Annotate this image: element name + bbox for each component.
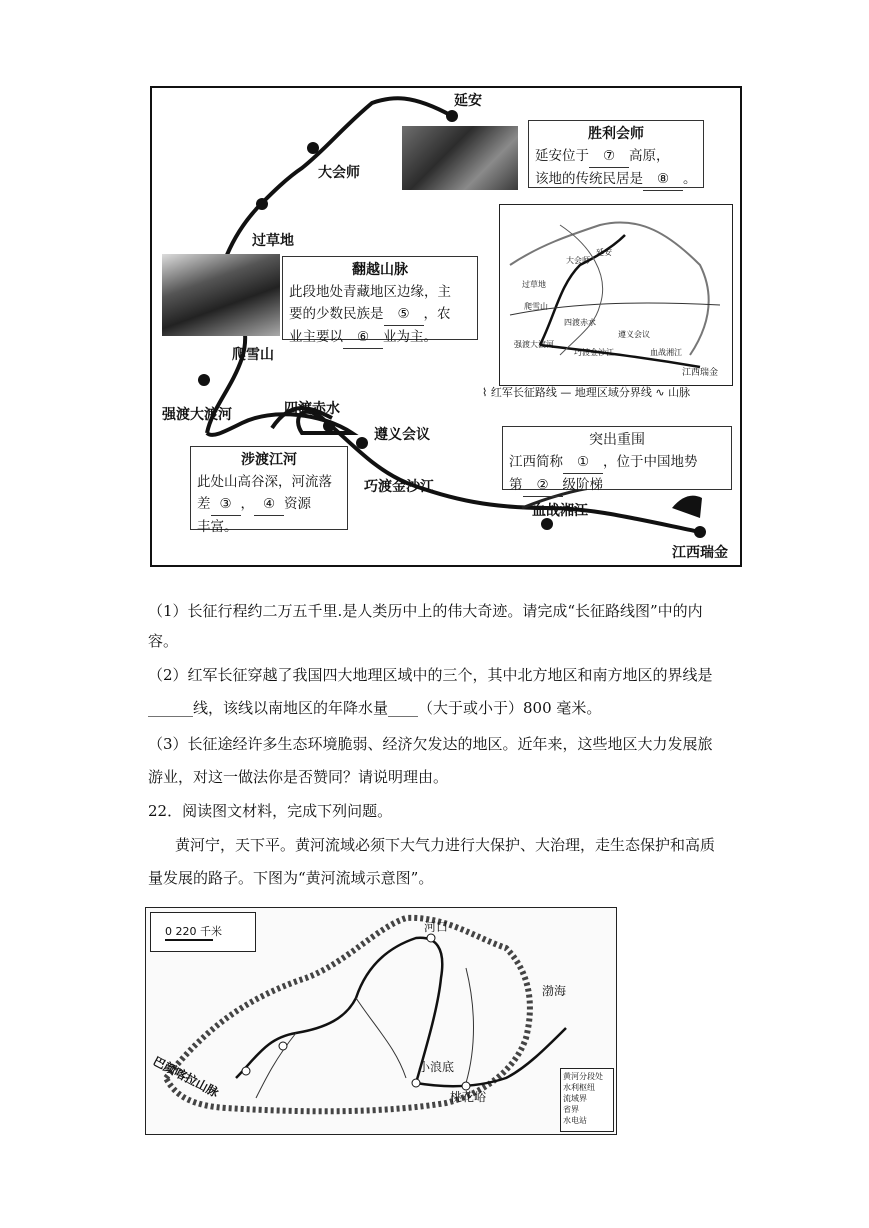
inset-svg bbox=[500, 205, 732, 385]
yellow-river-map bbox=[145, 907, 617, 1135]
stop-dahuishi: 大会师 bbox=[318, 165, 360, 181]
stop-xiangjiang: 血战湘江 bbox=[532, 503, 588, 519]
stop-paxueshan: 爬雪山 bbox=[232, 347, 274, 363]
scale-bar: 0 220 千米 bbox=[150, 912, 256, 952]
march-legend: ⌇ 红军长征路线 — 地理区域分界线 ∿ 山脉 bbox=[482, 386, 691, 399]
q3-line1: （3）长征途经许多生态环境脆弱、经济欠发达的地区。近年来，这些地区大力发展旅 bbox=[148, 735, 713, 753]
route-inset-map: 延安 大会师 过草地 爬雪山 强渡大渡河 四渡赤水 遵义会议 巧渡金沙江 血战湘江 江西瑞金 bbox=[499, 204, 733, 386]
q1-line1: （1）长征行程约二万五千里.是人类历中上的伟大奇迹。请完成“长征路线图”中的内 bbox=[148, 602, 703, 620]
stop-jinsha: 巧渡金沙江 bbox=[364, 479, 434, 495]
q22-para-line2: 量发展的路子。下图为“黄河流域示意图”。 bbox=[148, 869, 434, 887]
stop-chishui: 四渡赤水 bbox=[284, 401, 340, 417]
stop-ruijin: 江西瑞金 bbox=[672, 545, 728, 561]
q22-para-line1: 黄河宁，天下平。黄河流域必须下大气力进行大保护、大治理，走生态保护和高质 bbox=[175, 836, 716, 854]
q3-line2: 游业，对这一做法你是否赞同？请说明理由。 bbox=[148, 768, 449, 786]
long-march-map bbox=[150, 86, 742, 567]
label-bohai: 渤海 bbox=[542, 984, 567, 998]
stop-zunyi: 遵义会议 bbox=[374, 427, 430, 443]
box-breakout: 突出重围 江西简称 ① ，位于中国地势 第 ② 级阶梯 bbox=[502, 426, 732, 490]
stop-dadu: 强渡大渡河 bbox=[162, 407, 232, 423]
stop-guocaodi: 过草地 bbox=[252, 233, 294, 249]
box-river: 涉渡江河 此处山高谷深，河流落 差 ③ ， ④ 资源 丰富。 bbox=[190, 446, 348, 530]
box-victory: 胜利会师 延安位于 ⑦ 高原， 该地的传统民居是 ⑧ 。 bbox=[528, 120, 704, 188]
yellow-river-legend: 黄河分段处 水利枢纽 流域界 省界 水电站 bbox=[560, 1068, 614, 1132]
q2-line2: ______线，该线以南地区的年降水量____（大于或小于）800 毫米。 bbox=[148, 699, 602, 717]
q2-line1: （2）红军长征穿越了我国四大地理区域中的三个，其中北方地区和南方地区的界线是 bbox=[148, 666, 713, 684]
stop-yanan: 延安 bbox=[454, 93, 482, 109]
label-taohuayu: 桃花峪 bbox=[450, 1090, 487, 1104]
cave-dwelling-photo bbox=[402, 126, 518, 190]
q22-title: 22．阅读图文材料，完成下列问题。 bbox=[148, 802, 393, 820]
label-xiaolangdi: 小浪底 bbox=[418, 1060, 455, 1074]
label-hekou: 河口 bbox=[424, 920, 449, 934]
box-mountain: 翻越山脉 此段地处青藏地区边缘，主 要的少数民族是 ⑤ ，农 业主要以 ⑥ 业为主。 bbox=[282, 256, 478, 340]
q1-line2: 容。 bbox=[148, 632, 179, 650]
label-bayankala: 巴颜喀拉山脉 bbox=[150, 1053, 221, 1101]
snow-mountain-photo bbox=[162, 254, 280, 336]
